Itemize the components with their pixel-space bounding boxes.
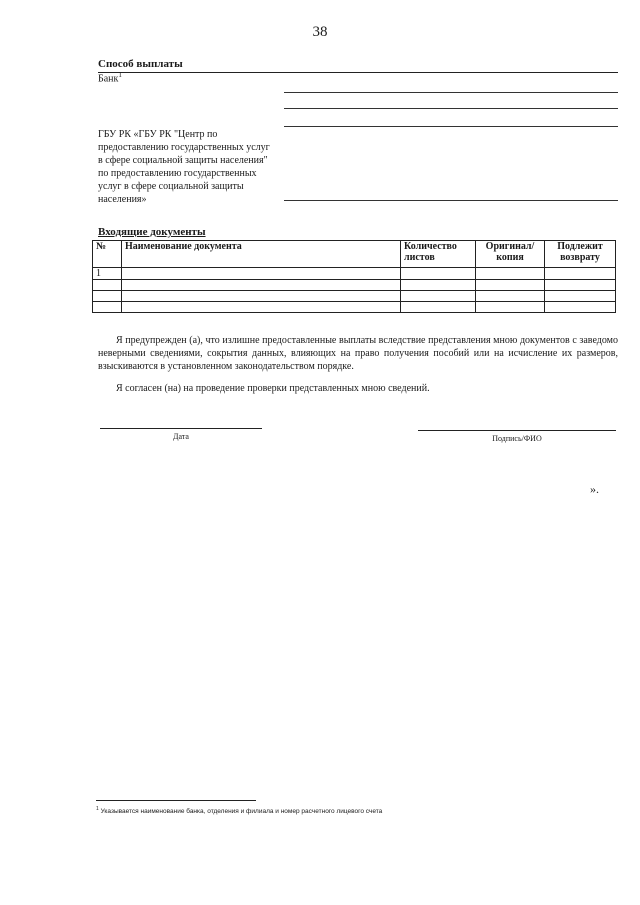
- table-cell: 1: [93, 268, 122, 280]
- table-row: [93, 280, 616, 291]
- table-cell: [545, 280, 616, 291]
- organization-fill-line: [284, 200, 618, 201]
- footnote-separator: [96, 800, 256, 801]
- table-cell: [476, 280, 545, 291]
- table-cell: [122, 268, 401, 280]
- signature-label: Подпись/ФИО: [492, 434, 542, 443]
- date-line: [100, 428, 262, 429]
- bank-label: [98, 71, 122, 84]
- table-cell: [476, 302, 545, 313]
- table-cell: [545, 291, 616, 302]
- organization-name: ГБУ РК «ГБУ РК "Центр по предоставлению государственных услуг в сфере социальной защиты населения" по предоставлению государственных услуг в сфере социальной защиты населения»: [98, 129, 270, 205]
- table-row: [93, 268, 616, 280]
- table-cell: [93, 291, 122, 302]
- table-cell: [401, 280, 476, 291]
- header-number: №: [93, 241, 122, 268]
- header-doc-name: Наименование документа: [122, 241, 401, 268]
- footnote-text: Указывается наименование банка, отделения и филиала и номер расчетного лицевого счета: [100, 808, 383, 816]
- consent-paragraph: Я согласен (на) на проведение проверки представленных мною сведений.: [116, 383, 430, 394]
- table-cell: [545, 268, 616, 280]
- header-sheet-count: Количество листов: [401, 241, 476, 268]
- table-cell: [476, 291, 545, 302]
- bank-fill-line: [284, 92, 618, 93]
- header-original-copy: Оригинал/ копия: [476, 241, 545, 268]
- header-return: Подлежит возврату: [545, 241, 616, 268]
- table-cell: [122, 302, 401, 313]
- footnote-mark: 1: [96, 806, 99, 812]
- table-row: [93, 291, 616, 302]
- bank-label-text: Банк: [98, 73, 119, 85]
- signature-line: [418, 430, 616, 431]
- closing-quote-mark: ».: [590, 482, 599, 496]
- incoming-docs-title: Входящие документы: [98, 226, 206, 238]
- table-cell: [401, 302, 476, 313]
- table-cell: [476, 268, 545, 280]
- date-label: Дата: [173, 432, 189, 441]
- table-cell: [122, 280, 401, 291]
- bank-fill-line: [284, 108, 618, 109]
- bank-footnote-mark: 1: [118, 71, 122, 79]
- table-cell: [401, 291, 476, 302]
- table-cell: [93, 302, 122, 313]
- payment-method-title: Способ выплаты: [98, 58, 183, 70]
- table-row: [93, 302, 616, 313]
- page-number: 38: [312, 24, 328, 40]
- table-cell: [93, 280, 122, 291]
- warning-paragraph: Я предупрежден (а), что излишне предоставленные выплаты вследствие представления мною документов с заведомо неверными сведениями, сокрытия данных, влияющих на право получения пособий или на исчисление их размеров, взыскиваются в установленном законодательством порядке.: [98, 335, 618, 372]
- table-cell: [401, 268, 476, 280]
- footnote: [96, 806, 382, 815]
- table-cell: [122, 291, 401, 302]
- table-header-row: [93, 241, 616, 268]
- table-cell: [545, 302, 616, 313]
- bank-fill-line: [284, 126, 618, 127]
- incoming-docs-table: [92, 240, 616, 313]
